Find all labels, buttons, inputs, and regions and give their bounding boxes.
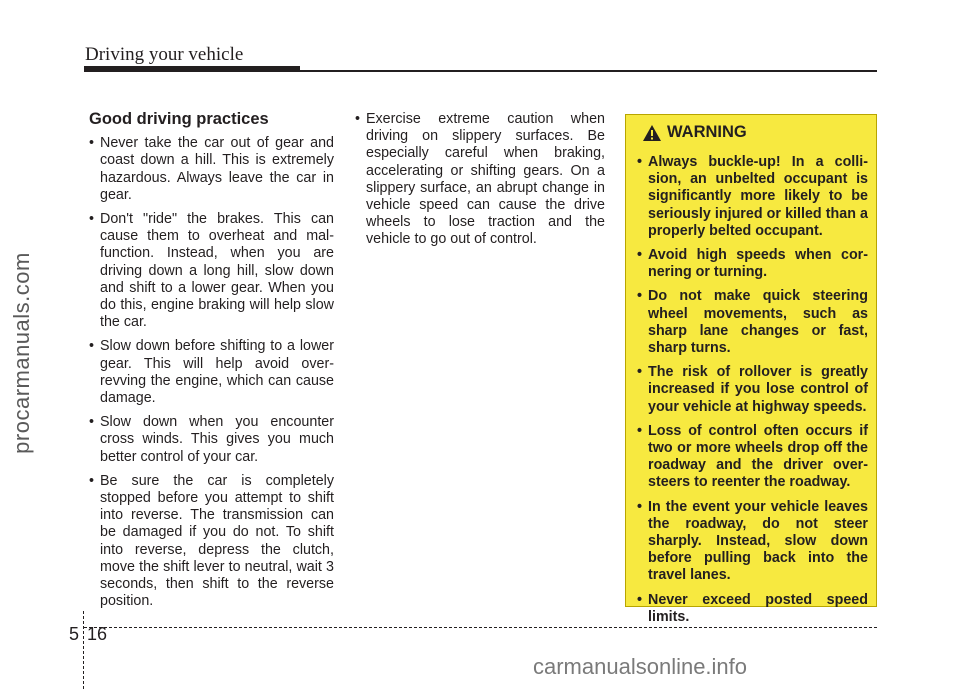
list-item-text: Never take the car out of gear and coast down a hill. This is extremely hazardous. Always leave the car in gear. (100, 135, 334, 203)
list-item-text: Don't "ride" the brakes. This can cause them to overheat and mal-function. Instead, when you are driving down a long hill, slow down and shift to a lower gear. When you do this, engine braking will help slow the car. (100, 211, 334, 331)
left-column (89, 111, 334, 617)
warning-title: WARNING (667, 123, 747, 141)
warning-item: • Never exceed posted speed limits. (637, 591, 868, 625)
driving-practices-list (89, 135, 334, 610)
warning-header (642, 123, 747, 142)
warning-item: • Do not make quick steering wheel movements, such as sharp lane changes or fast, sharp turns. (637, 288, 868, 357)
warning-item-text: In the event your vehicle leaves the roadway, do not steer sharply. Instead, slow down before pulling back into the travel lanes. (648, 498, 868, 584)
warning-item: • Avoid high speeds when cor-nering or turning. (637, 247, 868, 281)
warning-item-text: The risk of rollover is greatly increased if you lose control of your vehicle at highway speeds. (648, 364, 868, 415)
warning-item: • Always buckle-up! In a colli-sion, an unbelted occupant is significantly more likely to be seriously injured or killed than a properly belted occupant. (637, 154, 868, 239)
list-item: • Slow down when you encounter cross winds. This gives you much better control of your car. (89, 414, 334, 465)
warning-box (625, 114, 877, 625)
list-item: • Be sure the car is completely stopped before you attempt to shift into reverse. The transmission can be damaged if you do not. To shift into reverse, depress the clutch, move the shift lever to neutral, wait 3 seconds, then shift to the reverse position. (89, 472, 334, 610)
list-item-text: Slow down when you encounter cross winds. This gives you much better control of your car. (100, 414, 334, 465)
header-bar (84, 66, 300, 72)
page-number: 16 (87, 624, 108, 644)
footer-divider (83, 611, 84, 689)
list-item-text: Be sure the car is completely stopped before you attempt to shift into reverse. The transmission can be damaged if you do not. To shift into reverse, depress the clutch, move the shift lever to neutral, wait 3 seconds, then shift to the reverse position. (100, 472, 334, 610)
warning-triangle-icon (642, 124, 662, 142)
list-item: • Never take the car out of gear and coast down a hill. This is extremely hazardous. Always leave the car in gear. (89, 135, 334, 203)
list-item-text: Exercise extreme caution when driving on slippery surfaces. Be especially careful when braking, accelerating or shifting gears. On a slippery surface, an abrupt change in vehicle speed can cause the drive wheels to lose traction and the vehicle to go out of control. (366, 111, 605, 248)
driving-practices-list-continued (355, 111, 605, 249)
warning-item-text: Loss of control often occurs if two or more wheels drop off the roadway and the driver over-steers to reenter the roadway. (648, 422, 868, 491)
warning-item-text: Always buckle-up! In a colli-sion, an unbelted occupant is significantly more likely to be seriously injured or killed than a properly belted occupant. (648, 154, 868, 239)
bottom-watermark: carmanualsonline.info (533, 654, 748, 679)
warning-item: • In the event your vehicle leaves the roadway, do not steer sharply. Instead, slow down before pulling back into the travel lanes. (637, 498, 868, 584)
section-title: Good driving practices (89, 110, 269, 128)
warning-list (637, 154, 868, 633)
warning-item-text: Avoid high speeds when cor-nering or turning. (648, 247, 868, 281)
side-watermark: procarmanuals.com (9, 252, 34, 454)
list-item: • Slow down before shifting to a lower gear. This will help avoid over-revving the engine, which can cause damage. (89, 338, 334, 407)
warning-item-text: Do not make quick steering wheel movements, such as sharp lane changes or fast, sharp turns. (648, 288, 868, 357)
warning-item: • The risk of rollover is greatly increased if you lose control of your vehicle at highway speeds. (637, 364, 868, 415)
footer-rule (84, 627, 877, 628)
page-header-title: Driving your vehicle (85, 44, 244, 65)
middle-column (355, 111, 605, 256)
chapter-number: 5 (69, 624, 80, 644)
warning-item: • Loss of control often occurs if two or more wheels drop off the roadway and the driver over-steers to reenter the roadway. (637, 422, 868, 491)
header-rule (300, 70, 877, 72)
warning-item-text: Never exceed posted speed limits. (648, 591, 868, 625)
list-item: • Don't "ride" the brakes. This can cause them to overheat and mal-function. Instead, when you are driving down a long hill, slow down and shift to a lower gear. When you do this, engine braking will help slow the car. (89, 211, 334, 331)
list-item-text: Slow down before shifting to a lower gear. This will help avoid over-revving the engine, which can cause damage. (100, 338, 334, 407)
list-item: • Exercise extreme caution when driving on slippery surfaces. Be especially careful when braking, accelerating or shifting gears. On a slippery surface, an abrupt change in vehicle speed can cause the drive wheels to lose traction and the vehicle to go out of control. (355, 111, 605, 248)
